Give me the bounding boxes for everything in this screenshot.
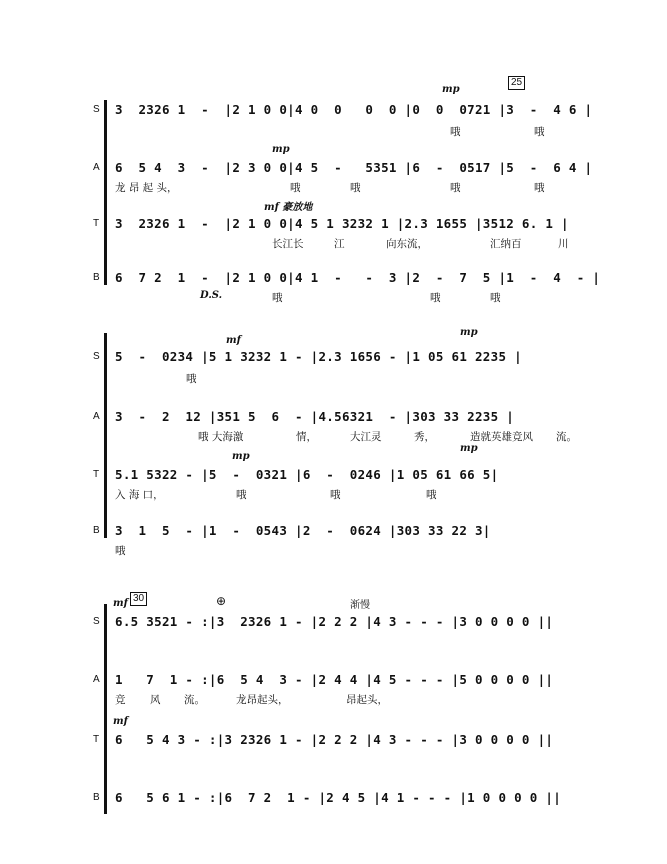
lyric: 哦 (115, 545, 126, 557)
notation-row: 1 7 1 - :|6 5 4 3 - |2 4 4 |4 5 - - - |5 0 0 0 0 || (115, 672, 554, 687)
lyric: 哦 (350, 182, 361, 194)
lyric: 哦 (534, 126, 545, 138)
notation-row: 6 5 6 1 - :|6 7 2 1 - |2 4 5 |4 1 - - - |1 0 0 0 0 || (115, 790, 562, 805)
lyric: 流。 (184, 694, 205, 706)
rehearsal-mark: 25 (508, 76, 525, 90)
part-label: A (93, 674, 100, 685)
notation-row: 5.1 5322 - |5 - 0321 |6 - 0246 |1 05 61 66 5| (115, 467, 499, 482)
coda-icon: ⊕ (216, 594, 227, 608)
lyric: 哦 (534, 182, 545, 194)
lyric: 哦 (290, 182, 301, 194)
lyric: 川 (558, 238, 569, 250)
dynamic-marking: mf (113, 716, 128, 727)
lyric: 龙昂起头， (236, 694, 289, 706)
lyric: 龙 昂 起 头， (115, 182, 178, 194)
part-label: S (93, 616, 100, 627)
notation-row: 6 5 4 3 - :|3 2326 1 - |2 2 2 |4 3 - - - |3 0 0 0 0 || (115, 732, 554, 747)
tempo-marking: 渐慢 (350, 600, 370, 611)
lyric: 情， (296, 431, 317, 443)
lyric: 大江灵 (350, 431, 382, 443)
part-label: B (93, 792, 100, 803)
system-bracket (104, 333, 107, 538)
lyric: 汇纳百 (490, 238, 522, 250)
lyric: 哦 (330, 489, 341, 501)
notation-row: 6 7 2 1 - |2 1 0 0|4 1 - - 3 |2 - 7 5 |1 - 4 - | (115, 270, 601, 285)
notation-row: 3 - 2 12 |351 5 6 - |4.56321 - |303 33 2235 | (115, 409, 515, 424)
lyric: 哦 (426, 489, 437, 501)
part-label: A (93, 162, 100, 173)
ds-marking: D.S. (200, 290, 223, 301)
system-bracket (104, 100, 107, 285)
lyric: 造就英雄竞风 (470, 431, 533, 443)
system-2 (0, 325, 667, 565)
lyric: 哦 大海激 (198, 431, 244, 443)
part-label: S (93, 104, 100, 115)
lyric: 哦 (430, 292, 441, 304)
system-1 (0, 77, 667, 304)
rehearsal-mark: 30 (130, 592, 147, 606)
system-bracket (104, 604, 107, 814)
notation-row: 6 5 4 3 - |2 3 0 0|4 5 - 5351 |6 - 0517 |5 - 6 4 | (115, 160, 593, 175)
part-label: T (93, 469, 100, 480)
notation-row: 5 - 0234 |5 1 3232 1 - |2.3 1656 - |1 05 61 2235 | (115, 349, 522, 364)
lyric: 哦 (450, 126, 461, 138)
dynamic-marking: mf (226, 335, 241, 346)
notation-row: 6.5 3521 - :|3 2326 1 - |2 2 2 |4 3 - - - |3 0 0 0 0 || (115, 614, 554, 629)
lyric: 流。 (556, 431, 577, 443)
lyric: 昂起头， (346, 694, 388, 706)
lyric: 江 (334, 238, 345, 250)
lyric: 哦 (450, 182, 461, 194)
lyric: 长江长 (272, 238, 304, 250)
dynamic-marking: mp (460, 443, 478, 454)
notation-row: 3 1 5 - |1 - 0543 |2 - 0624 |303 33 22 3| (115, 523, 491, 538)
part-label: B (93, 525, 100, 536)
lyric: 入 海 口， (115, 489, 164, 501)
dynamic-marking: mp (442, 84, 460, 95)
part-label: T (93, 218, 100, 229)
dynamic-marking: mp (460, 327, 478, 338)
lyric: 向东流， (386, 238, 428, 250)
lyric: 风 (150, 694, 161, 706)
notation-row: 3 2326 1 - |2 1 0 0|4 5 1 3232 1 |2.3 1655 |3512 6. 1 | (115, 216, 569, 231)
lyric: 哦 (490, 292, 501, 304)
part-label: S (93, 351, 100, 362)
dynamic-marking: mp (232, 451, 250, 462)
dynamic-marking: mf 豪放地 (264, 202, 313, 213)
lyric: 哦 (236, 489, 247, 501)
part-label: T (93, 734, 100, 745)
lyric: 秀， (414, 431, 435, 443)
lyric: 哦 (186, 373, 197, 385)
part-label: A (93, 411, 100, 422)
lyric: 哦 (272, 292, 283, 304)
dynamic-marking: mf (113, 598, 128, 609)
lyric: 竞 (115, 694, 126, 706)
part-label: B (93, 272, 100, 283)
dynamic-marking: mp (272, 144, 290, 155)
system-3 (0, 590, 667, 830)
notation-row: 3 2326 1 - |2 1 0 0|4 0 0 0 0 |0 0 0721 |3 - 4 6 | (115, 102, 593, 117)
